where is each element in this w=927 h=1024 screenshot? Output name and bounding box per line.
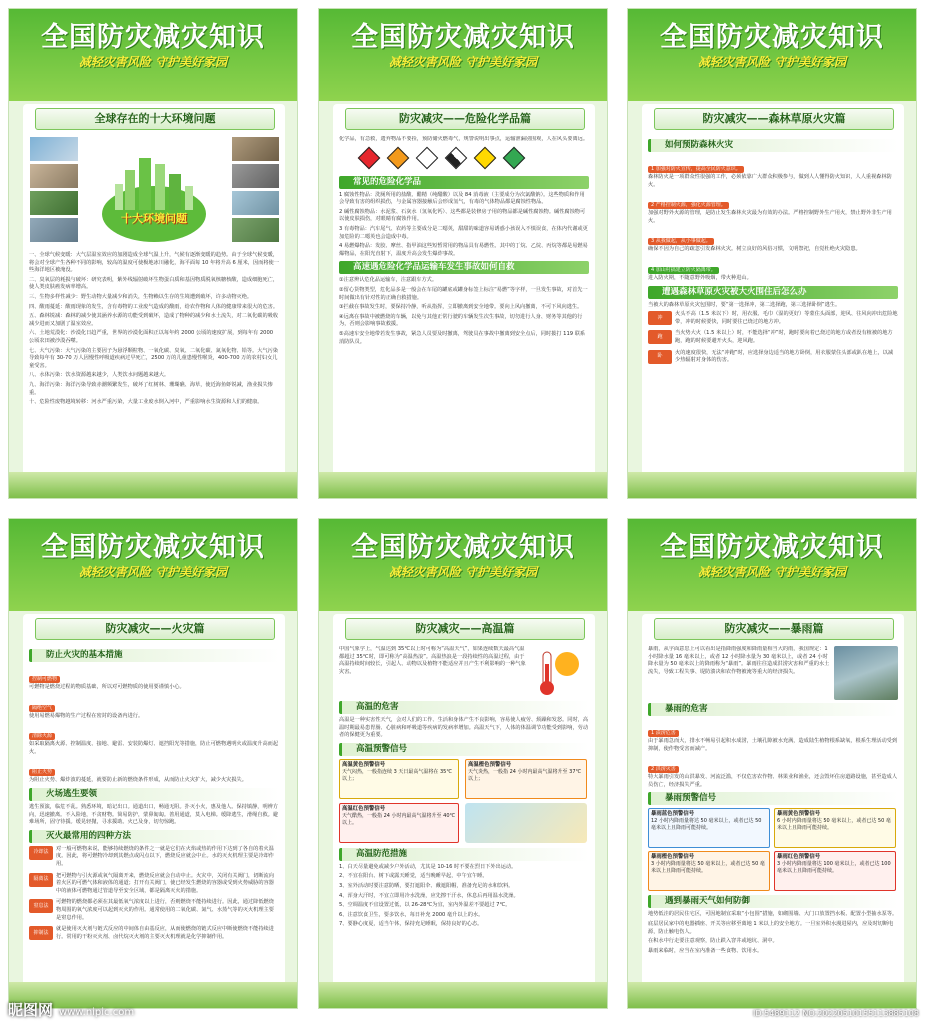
item-text: 为阻止火势、爆炸波的蔓延，就要防止新的燃烧条件形成，从而防止火灾扩大，减少火灾损失。 — [29, 777, 247, 784]
paragraph: 二、臭氧层的耗损与破坏：研究表明，紫外线辐射破坏生物蛋白质和基因物质脱氧核糖核酸，造成细胞死亡，使人类皮肤癌发病率增高。 — [29, 276, 279, 291]
intro-block — [339, 646, 589, 698]
warning-grid — [339, 759, 589, 845]
panel-title: 全国防灾减灾知识 — [351, 22, 575, 53]
item-tag: 冲 — [648, 311, 672, 325]
item-tag: 4 加山村搞建立防火隔离带。 — [648, 267, 719, 274]
item-text: 可燃物的燃烧都必须在其最低氧气浓度以上进行，否则燃烧不能持续进行。因此，通过降低燃烧物周围的氧气浓度可以起到灭火的作用。通常使用的二氧化碳、氮气、水蒸气等的灭火机理主要是窒息作用。 — [56, 899, 274, 921]
paragraph: 暴雨来临时，应当在室内准备一些食物、饮用水。 — [648, 947, 763, 954]
paragraph: 4 易燃爆物品：发胶、摩丝、指甲油这些短暂常用的物品具有易燃性。其中的丁烷、乙烷、丙烷等都是易燃易爆物品，在阳光直射下，温度升高会发生爆炸事故。 — [339, 243, 588, 257]
paragraph: 八、水体污染：饮水资源越来越少，人类饮水问题越来越大。 — [29, 372, 170, 379]
section-heading: 火场逃生要领 — [29, 788, 279, 801]
paragraph: ②留心货物类型，危化品多是一般会在车尾的罐底或罐身标签上标注“易燃”等字样，一旦发生事故，对首先一时间做出有针对性的正确自救措施。 — [339, 286, 588, 301]
section-heading: 高温预警信号 — [339, 743, 589, 756]
image-id-label: ID:5489112 NO:20220510155113885108 — [752, 1009, 919, 1018]
warning-title: 高温黄色预警信号 — [342, 761, 386, 768]
panel-subtitle: 防灾减灾——暴雨篇 — [654, 618, 894, 640]
panel-content — [648, 136, 898, 472]
item-tag: 隔绝空气 — [29, 705, 55, 712]
panel-slogan: 减轻灾害风险 守护美好家园 — [388, 55, 538, 69]
item-tag: 阻止火势 — [29, 769, 55, 776]
section-heading: 高温防范措施 — [339, 848, 589, 861]
item-text: 确保不因为自己的疏忽引发森林火灾。树立良好的风俗习惯，文明祭祀，自觉杜绝火灾隐患。 — [648, 246, 861, 253]
panel-subtitle: 全球存在的十大环境问题 — [35, 108, 275, 130]
method-item — [29, 899, 279, 924]
section-heading: 暴雨预警信号 — [648, 792, 898, 805]
warning-text: 12 小时内降雨量将达 50 毫米以上，或者已达 50 毫米以上且降雨可能持续。 — [651, 818, 762, 832]
section-heading: 暴雨的危害 — [648, 703, 898, 716]
photo-tile — [231, 190, 279, 216]
section-heading: 高温的危害 — [339, 701, 589, 714]
panel-header — [628, 9, 916, 101]
item-text: 可燃物是燃烧过程的物质基础，所以对可燃物质的使用要谨慎小心。 — [29, 684, 185, 690]
panel-subtitle: 防灾减灾——森林草原火灾篇 — [654, 108, 894, 130]
escape-item — [648, 350, 898, 367]
item-text: 就是使用灭火剂与链式反应的中间体自由基反应，从而使燃烧的链式反应中断使燃烧不能持续进行。常用的干粉灭火剂、卤代烷灭火剂的主要灭火机理就是化学抑制作用。 — [56, 926, 274, 940]
hazard-gas-icon — [503, 146, 526, 169]
panel-header — [9, 9, 297, 101]
warning-title: 暴雨橙色预警信号 — [651, 854, 695, 861]
watermark-url: www.nipic.com — [59, 1007, 135, 1018]
photo-tile — [231, 217, 279, 243]
section-heading: 遭遇森林草原火灾被大火围住后怎么办 — [648, 286, 898, 299]
warning-box-red — [774, 851, 896, 891]
warning-text: 天气炎热，一般指 24 小时内最高气温将升至 37℃以上； — [468, 768, 582, 782]
photo-tile — [29, 217, 79, 243]
poster-panel-chemicals — [318, 8, 608, 499]
site-watermark — [8, 999, 134, 1020]
panel-header — [319, 9, 607, 101]
warning-text: 天气酷热，一般指 24 小时内最高气温将升至 40℃以上。 — [342, 812, 456, 826]
section-heading: 常见的危险化学品 — [339, 176, 589, 189]
paragraph: 6、注意饮食卫生，要多饮水，每日补充 2000 毫升以上的水。 — [339, 911, 484, 918]
hazard-toxic-icon — [416, 146, 439, 169]
paragraph: 底层居民家中的电器插座、开关等应移至离地 1 米以上的安全地方。一旦室外积水漫进屋内，应及时切断电源，防止触电伤人。 — [648, 920, 894, 935]
item-text: 如采取隔离火源、控制温度、接地、避雷、安装防爆灯、遮挡阳光等措施，防止可燃物遇明火或温度升高而起火。 — [29, 741, 279, 755]
paragraph: 高温是一种实害性天气，会对人们的工作、生活和身体产生不良影响，容易使人疲劳、烦躁和发怒。同时，高温时期最易患胃肠、心脏病和呼吸道等疾病的发病率增加。高温天气下，人体的体温调节功能受到影响，劳动者的保健更为重要。 — [339, 717, 589, 739]
paragraph: 地势低洼的居民住宅区，可因地制宜采取“小包围”措施，如砌围墙、大门口放置挡水板、配置小型抽水泵等。 — [648, 911, 898, 918]
paragraph: ⑤高速车安全地带若发生事故，紧急人员要及时撤离，驾驶员在事故中撤离到安全点后，同时拨打 119 联系消防队员。 — [339, 330, 586, 345]
section-heading: 防止火灾的基本措施 — [29, 649, 279, 662]
poster-panel-rainstorm — [627, 518, 917, 1009]
warning-title: 高温红色预警信号 — [342, 805, 386, 812]
item-text: 当火势大火（1.5 米以上）时，不能选择“冲”时，跑时要向着已烧过的地方或者没有植被的地方跑，跑的时候要避开火头，迎风跑。 — [675, 330, 893, 344]
panel-subtitle: 防灾减灾——高温篇 — [345, 618, 585, 640]
item-text: 使用易燃易爆物的生产过程在密封的设备内进行。 — [29, 712, 144, 719]
panel-footer — [319, 982, 607, 1008]
panel-title: 全国防灾减灾知识 — [660, 532, 884, 563]
paragraph: ③拦截在事故发生时，要保持冷静，听从指挥，立即撤离到安全地带。要向上风向撤离，不可下风向逃生。 — [339, 304, 583, 311]
item-tag: 3 从我做起，从小事做起。 — [648, 238, 714, 245]
item-text: 对一般可燃物来说，能够持续燃烧的条件之一就是它们在火焰或热的作用下达到了各自的着火温度。因此，将可燃物冷却到其燃点或闪点以下，燃烧反应就会中止。水的灭火机理主要是冷却作用。 — [56, 845, 274, 867]
panel-footer — [9, 472, 297, 498]
item-tag: 2 洪涝灾害 — [648, 766, 679, 773]
panel-content — [648, 646, 898, 982]
item-text: 特大暴雨引发的山洪暴发、河流泛滥，不仅危害农作物、林果业和渔业，还会毁坏住房道路设施，甚至造成人员伤亡，经济损失严重。 — [648, 774, 898, 788]
hazard-corrosive-icon — [445, 146, 468, 169]
paragraph: ④远离在事故中被燃烧的车辆，以免与其他正常行驶的车辆发生次生事故，切勿进行人身、财务等其他的行为，否则会影响事故救援。 — [339, 313, 583, 328]
escape-item — [648, 311, 898, 328]
paragraph: 5、空调温度不宜设置过低，以 26-28℃为宜，室内外温差不要超过 7℃。 — [339, 902, 511, 909]
method-item — [29, 873, 279, 898]
method-item — [29, 846, 279, 871]
center-label: 十大环境问题 — [121, 212, 187, 225]
panel-title: 全国防灾减灾知识 — [660, 22, 884, 53]
photo-tile — [29, 163, 79, 189]
panel-subtitle: 防灾减灾——危险化学品篇 — [345, 108, 585, 130]
poster-panel-environment — [8, 8, 298, 499]
paragraph: 1、白天尽量避免或减少户外活动，尤其是 10-16 时不要在烈日下外出运动。 — [339, 863, 517, 870]
paragraph: ①注意辨认危化品运输车，注意跟车方式。 — [339, 277, 438, 284]
panel-footer — [628, 982, 916, 1008]
escape-item — [648, 330, 898, 347]
warning-text: 天气闷热，一般指连续 3 天日最高气温将在 35℃以上； — [342, 768, 452, 782]
item-text: 火的速度很快，无法“冲跑”时，应选择身边适当的地方卧倒，用衣服蒙住头部或趴在地上，以减少热辐射对身体的伤害。 — [675, 349, 894, 364]
illustration-family — [465, 803, 587, 843]
item-text: 火头不高（1.5 米以下）时，用衣服、毛巾（湿的更好）等蒙住头面部，迎风、往风向冲出危险地带，冲的时候要快，同时要往已烧过的地方冲。 — [675, 311, 898, 325]
city-globe-icon — [95, 140, 213, 244]
hazard-flammable-icon — [358, 146, 381, 169]
paragraph: 2、不宜在阳台、树下或露天睡觉，适当晚睡早起，中午宜午睡。 — [339, 873, 488, 880]
item-tag: 隔离法 — [29, 873, 53, 887]
photo-tile — [29, 136, 79, 162]
panel-slogan: 减轻灾害风险 守护美好家园 — [78, 565, 228, 579]
paragraph: 九、海洋污染：海洋污染导致赤潮频繁发生，破坏了红树林、珊瑚礁、海草，使近海鱼虾锐减，渔业损失惨重。 — [29, 381, 273, 396]
panel-header — [9, 519, 297, 611]
item-tag: 2 严格控制火源，强化火源管理。 — [648, 202, 729, 209]
intro-text: 当被大的森林草原火灾包围时，要“第一选择冲，第二选择跑，第三选择卧倒”逃生。 — [648, 301, 841, 308]
panel-slogan: 减轻灾害风险 守护美好家园 — [388, 565, 538, 579]
panel-content — [29, 136, 279, 472]
paragraph: 七、大气污染：大气污染的主要因子为悬浮颗粒物、一氧化碳、臭氧、二氧化碳、氮氧化物、铅等。大气污染导致每年有 30-70 万人因慢性呼吸道疾病过早死亡，2500 万的儿童患慢性喉炎，400-700 万的农村妇女儿童受害。 — [29, 347, 279, 369]
warning-title: 暴雨黄色预警信号 — [777, 811, 821, 818]
warning-text: 3 小时内降雨量将达 50 毫米以上，或者已达 50 毫米以上且降雨可能持续。 — [651, 861, 765, 875]
warning-title: 暴雨红色预警信号 — [777, 854, 821, 861]
paragraph: 3 有毒物品：汽车尾气、农药等主要成分是二噁英，甜甜的味道容易诱惑小孩误入不慎误食，在体内代谢或更加危险的二噁英也会造成中毒。 — [339, 225, 588, 240]
section-heading: 遇到暴雨天气如何防御 — [648, 895, 898, 908]
intro-text: 暴雨，从字面意思上可以看出是指降雨强度和降雨量相当大的雨，我国规定：1 小时降水量 16 毫米以上，或者 12 小时降水量为 30 毫米以上，或者 24 小时降水量为 50 毫米以上的降雨称为“暴雨”。暴雨往往造成洪涝灾害和严重的水土流失，导致工程失事、堤防溃决和农作物被淹等重大的经济损失。 — [648, 646, 830, 675]
watermark-site: 昵图网 — [8, 1001, 54, 1019]
paragraph: 2 碱性腐蚀物品：水泥浆、石灰水（氢氧化钙）、这些都是装修房子用的物品都是碱性腐蚀物。碱性腐蚀物可以使皮肤损伤，对眼睛有腐蚀作用。 — [339, 208, 586, 223]
thermometer-sun-icon — [529, 646, 589, 698]
warning-text: 6 小时内降雨量将达 50 毫米以上，或者已达 50 毫米以上且降雨可能持续。 — [777, 818, 891, 832]
poster-panel-heat — [318, 518, 608, 1009]
panel-subtitle: 防灾减灾——火灾篇 — [35, 618, 275, 640]
panel-footer — [628, 472, 916, 498]
item-tag: 冷却法 — [29, 846, 53, 860]
panel-body — [23, 614, 285, 989]
panel-title: 全国防灾减灾知识 — [41, 532, 265, 563]
paragraph: 在积水中行走要注意观察，防止跌入窨井或地坑、洞中。 — [648, 938, 778, 945]
section-heading: 高速遇危险化学品运输车发生事故如何自救 — [339, 261, 589, 274]
photo-tile — [231, 136, 279, 162]
hazard-explosive-icon — [387, 146, 410, 169]
panel-body — [642, 614, 904, 989]
panel-slogan: 减轻灾害风险 守护美好家园 — [697, 565, 847, 579]
item-tag: 1 渍涝危害 — [648, 730, 679, 737]
warning-box-blue — [648, 808, 770, 848]
paragraph: 五、森林锐减：森林的减少使其涵养水源的功能受到破坏，造成了物种的减少和水土流失，对二氧化碳的吸收减少进而又加剧了温室效应。 — [29, 313, 279, 327]
paragraph: 3、室外活动时要注意防晒，要打遮阳伞、戴遮阳帽，准备充足的水和饮料。 — [339, 882, 514, 889]
panel-content — [29, 646, 279, 982]
item-tag: 清除火源 — [29, 733, 55, 740]
item-tag: 1 加强对防火宣传，提高全民防火意识。 — [648, 166, 744, 173]
poster-panel-fire — [8, 518, 298, 1009]
panel-header — [628, 519, 916, 611]
poster-panel-forest-fire — [627, 8, 917, 499]
item-tag: 卧 — [648, 350, 672, 364]
item-tag: 控制可燃物 — [29, 676, 60, 683]
panel-content — [339, 136, 589, 472]
warning-title: 暴雨蓝色预警信号 — [651, 811, 695, 818]
warning-box-yellow — [774, 808, 896, 848]
intro-text: 中国气象学上，气温达到 35℃以上时可称为“高温天气”，如果连续数天最高气温都超过 35℃时，即可称为“高温热浪”。高温热浪是一段持续性的高温过程，由于高温持续时间较长，引起人、动物以及植物不能适应并且产生不利影响的一种气象灾害。 — [339, 646, 526, 675]
panel-body — [333, 614, 595, 989]
panel-body — [333, 104, 595, 479]
section-heading: 如何预防森林火灾 — [648, 139, 898, 152]
panel-header — [319, 519, 607, 611]
warning-title: 高温橙色预警信号 — [468, 761, 512, 768]
photo-tile — [29, 190, 79, 216]
item-text: 加强对野外火源的管理，是防止发生森林火灾最为有效的办法。严格控制野外生产用火，禁止野外非生产用火。 — [648, 210, 892, 224]
paragraph: 逃生预演，临危不乱。熟悉环境，暗记出口。通道出口，畅通无阻。扑灭小火，惠及他人。保持镇静，明辨方向，迅速撤离。不入险地，不贪财物。简易防护，蒙鼻匍匐。善用通道，莫入电梯。缓降逃生，滑绳自救。避难场所，固守待援。缓晃轻抛，寻求援助。火已及身，切勿惊跑。 — [29, 803, 279, 826]
method-item — [29, 926, 279, 943]
item-tag: 抑制法 — [29, 926, 53, 940]
panel-footer — [319, 472, 607, 498]
item-text: 把可燃物与引火源或氧气隔离开来，燃烧反应就会自动中止。火灾中，关闭有关阀门，切断流向着火区的可燃气体和液体的通道；打开有关阀门，使已经发生燃烧的容器或受到火势威胁的容器中的液体可燃物通过管道导至安全区域，都是隔离灭火的措施。 — [56, 872, 274, 894]
paragraph: 十、危险性废物越境转移：河水严重污染，大量工业废水倒入河中，严重影响水生资源和人们的健康。 — [29, 399, 263, 406]
paragraph: 六、土地荒漠化：沙漠化日趋严重，世界的沙漠化面积正以每年约 2000 公顷的速度扩展，到每年有 2000 公顷农田被沙漠吞噬。 — [29, 330, 274, 344]
photo-tile — [231, 163, 279, 189]
paragraph: 7、要静心度夏，适当午休，保持充足睡眠，保持良好的心态。 — [339, 921, 483, 928]
panel-content — [339, 646, 589, 982]
item-text: 由于暴雨急而大，排水不畅易引起积水成涝，土壤孔隙被水充满，造成陆生植物根系缺氧，根系生理活动受到抑制，使作物受害而减产。 — [648, 738, 898, 752]
warning-box-orange — [465, 759, 587, 799]
paragraph: 四、酸雨蔓延：酸雨现象的发生，含有毒物的工业废气造成的酸雨，给农作物和人体的健康带来很大的危害。 — [29, 303, 279, 310]
item-text: 森林防火是一项群众性很强的工作，必须依靠广大群众积极参与，做到人人懂得防火知识，人人重视森林防火。 — [648, 174, 892, 188]
warning-box-orange — [648, 851, 770, 891]
environment-illustration — [29, 136, 279, 248]
panel-body — [642, 104, 904, 479]
warning-text: 3 小时内降雨量将达 100 毫米以上，或者已达 100 毫米以上且降雨可能持续。 — [777, 861, 891, 875]
paragraph: 1 腐蚀性物品：洗厕所用的盐酸、醋精（纯醋酸）以及 84 消毒液（主要成分为次氯酸钠）。这些物质和作用会导致有害的组织损伤，与金属容器接触后会形成氢气，有毒的气体物品都是腐蚀性物品。 — [339, 191, 585, 206]
panel-slogan: 减轻灾害风险 守护美好家园 — [78, 55, 228, 69]
storm-photo — [834, 646, 898, 700]
paragraph: 一、全球气候变暖：大气层温室效应的加剧造成全球气温上升，气候有逐渐变暖的趋势。由于全球气候变暖，将会对全球产生各种不同的影响，较高的温度可使极地冰川融化，海平面每 10 年将升高 6 厘米，因而将使一些海洋地区被淹没。 — [29, 252, 279, 274]
paragraph: 三、生物多样性减少：野生动物大量减少和消失，生物赖以生存的生境遭到破坏，许多动物灭绝。 — [29, 293, 253, 300]
hazard-symbols — [357, 148, 589, 172]
warning-grid — [648, 808, 898, 892]
intro-block — [648, 646, 898, 700]
panel-body — [23, 104, 285, 479]
panel-slogan: 减轻灾害风险 守护美好家园 — [697, 55, 847, 69]
warning-box-red — [339, 803, 459, 843]
item-text: 进入防火期，不随意野外吸烟，带火种进山。 — [648, 274, 752, 281]
item-tag: 跑 — [648, 330, 672, 344]
hazard-oxidizer-icon — [474, 146, 497, 169]
intro-text: 化学品，有急救，遗弃物品不要捡，预防储火燃毒气，规警说明出事点，运输泄漏别围观，人在风头要离远。 — [339, 136, 589, 142]
panel-title: 全国防灾减灾知识 — [351, 532, 575, 563]
item-tag: 窒息法 — [29, 899, 53, 913]
warning-box-yellow — [339, 759, 459, 799]
panel-title: 全国防灾减灾知识 — [41, 22, 265, 53]
paragraph: 4、浑身大汗时，不宜立即用冷水洗澡，应先擦干汗水，休息后再用温水洗澡。 — [339, 892, 519, 899]
section-heading: 灭火最常用的四种方法 — [29, 830, 279, 843]
